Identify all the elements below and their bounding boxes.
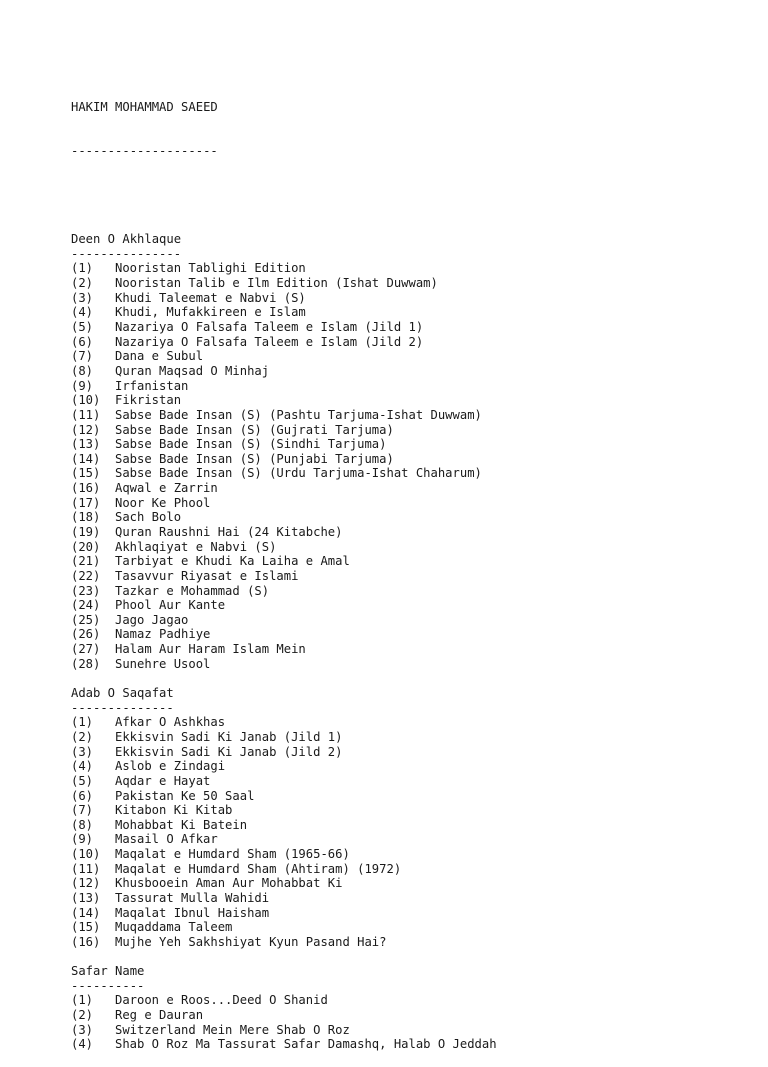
item-title: Afkar O Ashkhas [115, 715, 226, 730]
item-title: Tassurat Mulla Wahidi [115, 891, 270, 905]
section-heading: Adab O Saqafat [71, 686, 174, 701]
item-title: Sunehre Usool [115, 656, 211, 671]
item-title: Daroon e Roos...Deed O Shanid [115, 993, 328, 1008]
item-title: Quran Maqsad O Minhaj [115, 363, 270, 378]
item-number: (16) [71, 934, 101, 949]
item-number: (5) [71, 320, 94, 335]
list-item [71, 496, 497, 511]
item-title: Fikristan [115, 393, 182, 408]
item-title: Aqdar e Hayat [115, 773, 211, 788]
item-title: Phool Aur Kante [115, 598, 226, 613]
item-number: (7) [71, 349, 94, 364]
list-item [71, 452, 497, 467]
list-item [71, 613, 497, 628]
list-item [71, 832, 497, 847]
item-number: (19) [71, 524, 101, 539]
list-item [71, 466, 497, 481]
list-item [71, 261, 497, 276]
item-number: (26) [71, 627, 101, 642]
item-title: Sabse Bade Insan (S) (Gujrati Tarjuma) [115, 422, 394, 437]
spacer [71, 950, 497, 965]
item-title: Sabse Bade Insan (S) (Sindhi Tarjuma) [115, 437, 387, 452]
item-number: (25) [71, 612, 101, 627]
item-number: (11) [71, 407, 101, 422]
item-number: (17) [71, 495, 101, 510]
item-number: (4) [71, 305, 94, 320]
list-item [71, 437, 497, 452]
item-number: (7) [71, 803, 94, 818]
item-number: (28) [71, 656, 101, 671]
item-title: Reg e Dauran [115, 1008, 204, 1023]
section-heading: Safar Name [71, 964, 145, 979]
list-item [71, 554, 497, 569]
list-item [71, 774, 497, 789]
list-item [71, 276, 497, 291]
item-number: (27) [71, 642, 101, 657]
item-number: (5) [71, 773, 94, 788]
list-item [71, 335, 497, 350]
item-number: (23) [71, 583, 101, 598]
item-title: Irfanistan [115, 378, 189, 393]
list-item [71, 745, 497, 760]
list-item [71, 569, 497, 584]
list-item [71, 906, 497, 921]
list-item [71, 481, 497, 496]
item-number: (1) [71, 715, 94, 730]
list-item [71, 510, 497, 525]
item-title: Sabse Bade Insan (S) (Urdu Tarjuma-Ishat Chaharum) [115, 466, 482, 481]
item-title: Nazariya O Falsafa Taleem e Islam (Jild 2) [115, 334, 424, 349]
item-title: Akhlaqiyat e Nabvi (S) [115, 539, 277, 554]
item-number: (11) [71, 861, 101, 876]
item-title: Sabse Bade Insan (S) (Pashtu Tarjuma-Ishat Duwwam) [115, 407, 482, 422]
item-number: (10) [71, 393, 101, 408]
item-number: (14) [71, 905, 101, 920]
item-number: (15) [71, 466, 101, 481]
item-title: Mohabbat Ki Batein [115, 817, 248, 832]
list-item [71, 584, 497, 599]
item-title: Tasavvur Riyasat e Islami [115, 568, 299, 583]
item-number: (3) [71, 1022, 94, 1037]
item-number: (4) [71, 759, 94, 774]
author-underline: -------------------- [71, 144, 218, 159]
item-number: (4) [71, 1037, 94, 1052]
section-underline: ---------- [71, 978, 145, 993]
item-number: (20) [71, 539, 101, 554]
item-number: (2) [71, 729, 94, 744]
spacer [71, 671, 497, 686]
section-heading: Deen O Akhlaque [71, 232, 182, 247]
item-title: Noor Ke Phool [115, 495, 211, 510]
item-number: (2) [71, 276, 94, 291]
list-item [71, 715, 497, 730]
document-body [71, 71, 497, 1067]
list-item [71, 920, 497, 935]
item-title: Muqaddama Taleem [115, 920, 233, 935]
item-number: (14) [71, 451, 101, 466]
item-number: (18) [71, 510, 101, 525]
list-item [71, 291, 497, 306]
list-item [71, 525, 497, 540]
list-item [71, 862, 497, 877]
item-number: (6) [71, 334, 94, 349]
item-number: (8) [71, 817, 94, 832]
item-number: (10) [71, 847, 101, 862]
item-number: (3) [71, 744, 94, 759]
item-number: (1) [71, 261, 94, 276]
list-item [71, 540, 497, 555]
section-underline: --------------- [71, 246, 182, 261]
item-title: Sabse Bade Insan (S) (Punjabi Tarjuma) [115, 451, 394, 466]
item-title: Maqalat e Humdard Sham (1965-66) [115, 847, 350, 862]
item-title: Maqalat e Humdard Sham (Ahtiram) (1972) [115, 861, 402, 876]
item-number: (6) [71, 788, 94, 803]
item-title: Aqwal e Zarrin [115, 481, 218, 496]
item-title: Nooristan Talib e Ilm Edition (Ishat Duwwam) [115, 276, 438, 291]
list-item [71, 657, 497, 672]
sections-container [71, 232, 497, 1052]
list-item [71, 423, 497, 438]
list-item [71, 393, 497, 408]
list-item [71, 789, 497, 804]
list-item [71, 627, 497, 642]
item-title: Jago Jagao [115, 612, 189, 627]
list-item [71, 1037, 497, 1052]
list-item [71, 349, 497, 364]
item-title: Shab O Roz Ma Tassurat Safar Damashq, Halab O Jeddah [115, 1037, 497, 1052]
list-item [71, 935, 497, 950]
item-number: (21) [71, 554, 101, 569]
list-item [71, 379, 497, 394]
item-title: Halam Aur Haram Islam Mein [115, 642, 306, 657]
item-title: Quran Raushni Hai (24 Kitabche) [115, 524, 343, 539]
item-number: (13) [71, 891, 101, 905]
item-title: Khudi Taleemat e Nabvi (S) [115, 290, 306, 305]
item-number: (9) [71, 832, 94, 847]
list-item [71, 803, 497, 818]
list-item [71, 408, 497, 423]
spacer [71, 188, 497, 203]
item-title: Switzerland Mein Mere Shab O Roz [115, 1022, 350, 1037]
item-title: Ekkisvin Sadi Ki Janab (Jild 2) [115, 744, 343, 759]
list-item [71, 876, 497, 891]
list-item [71, 1008, 497, 1023]
list-item [71, 847, 497, 862]
section-underline: -------------- [71, 700, 174, 715]
item-title: Namaz Padhiye [115, 627, 211, 642]
item-number: (24) [71, 598, 101, 613]
list-item [71, 730, 497, 745]
item-title: Pakistan Ke 50 Saal [115, 788, 255, 803]
list-item [71, 598, 497, 613]
item-number: (22) [71, 568, 101, 583]
section [71, 686, 497, 964]
list-item [71, 993, 497, 1008]
item-title: Maqalat Ibnul Haisham [115, 905, 270, 920]
item-number: (9) [71, 378, 94, 393]
item-number: (16) [71, 481, 101, 496]
item-title: Kitabon Ki Kitab [115, 803, 233, 818]
item-number: (1) [71, 993, 94, 1008]
author-name: HAKIM MOHAMMAD SAEED [71, 100, 218, 115]
item-title: Aslob e Zindagi [115, 759, 226, 774]
list-item [71, 818, 497, 833]
list-item [71, 320, 497, 335]
list-item [71, 642, 497, 657]
item-title: Dana e Subul [115, 349, 204, 364]
list-item [71, 891, 497, 906]
item-number: (15) [71, 920, 101, 935]
item-title: Mujhe Yeh Sakhshiyat Kyun Pasand Hai? [115, 934, 387, 949]
item-number: (12) [71, 876, 101, 891]
item-title: Tazkar e Mohammad (S) [115, 583, 270, 598]
item-title: Masail O Afkar [115, 832, 218, 847]
item-title: Khusbooein Aman Aur Mohabbat Ki [115, 876, 343, 891]
item-number: (2) [71, 1008, 94, 1023]
list-item [71, 1023, 497, 1038]
item-number: (8) [71, 363, 94, 378]
item-title: Ekkisvin Sadi Ki Janab (Jild 1) [115, 729, 343, 744]
item-number: (13) [71, 437, 101, 452]
list-item [71, 364, 497, 379]
list-item [71, 305, 497, 320]
section [71, 964, 497, 1052]
item-title: Nazariya O Falsafa Taleem e Islam (Jild 1) [115, 320, 424, 335]
item-title: Nooristan Tablighi Edition [115, 261, 306, 276]
section [71, 232, 497, 686]
item-title: Sach Bolo [115, 510, 182, 525]
item-title: Tarbiyat e Khudi Ka Laiha e Amal [115, 554, 350, 569]
list-item [71, 759, 497, 774]
item-title: Khudi, Mufakkireen e Islam [115, 305, 306, 320]
item-number: (3) [71, 290, 94, 305]
item-number: (12) [71, 422, 101, 437]
